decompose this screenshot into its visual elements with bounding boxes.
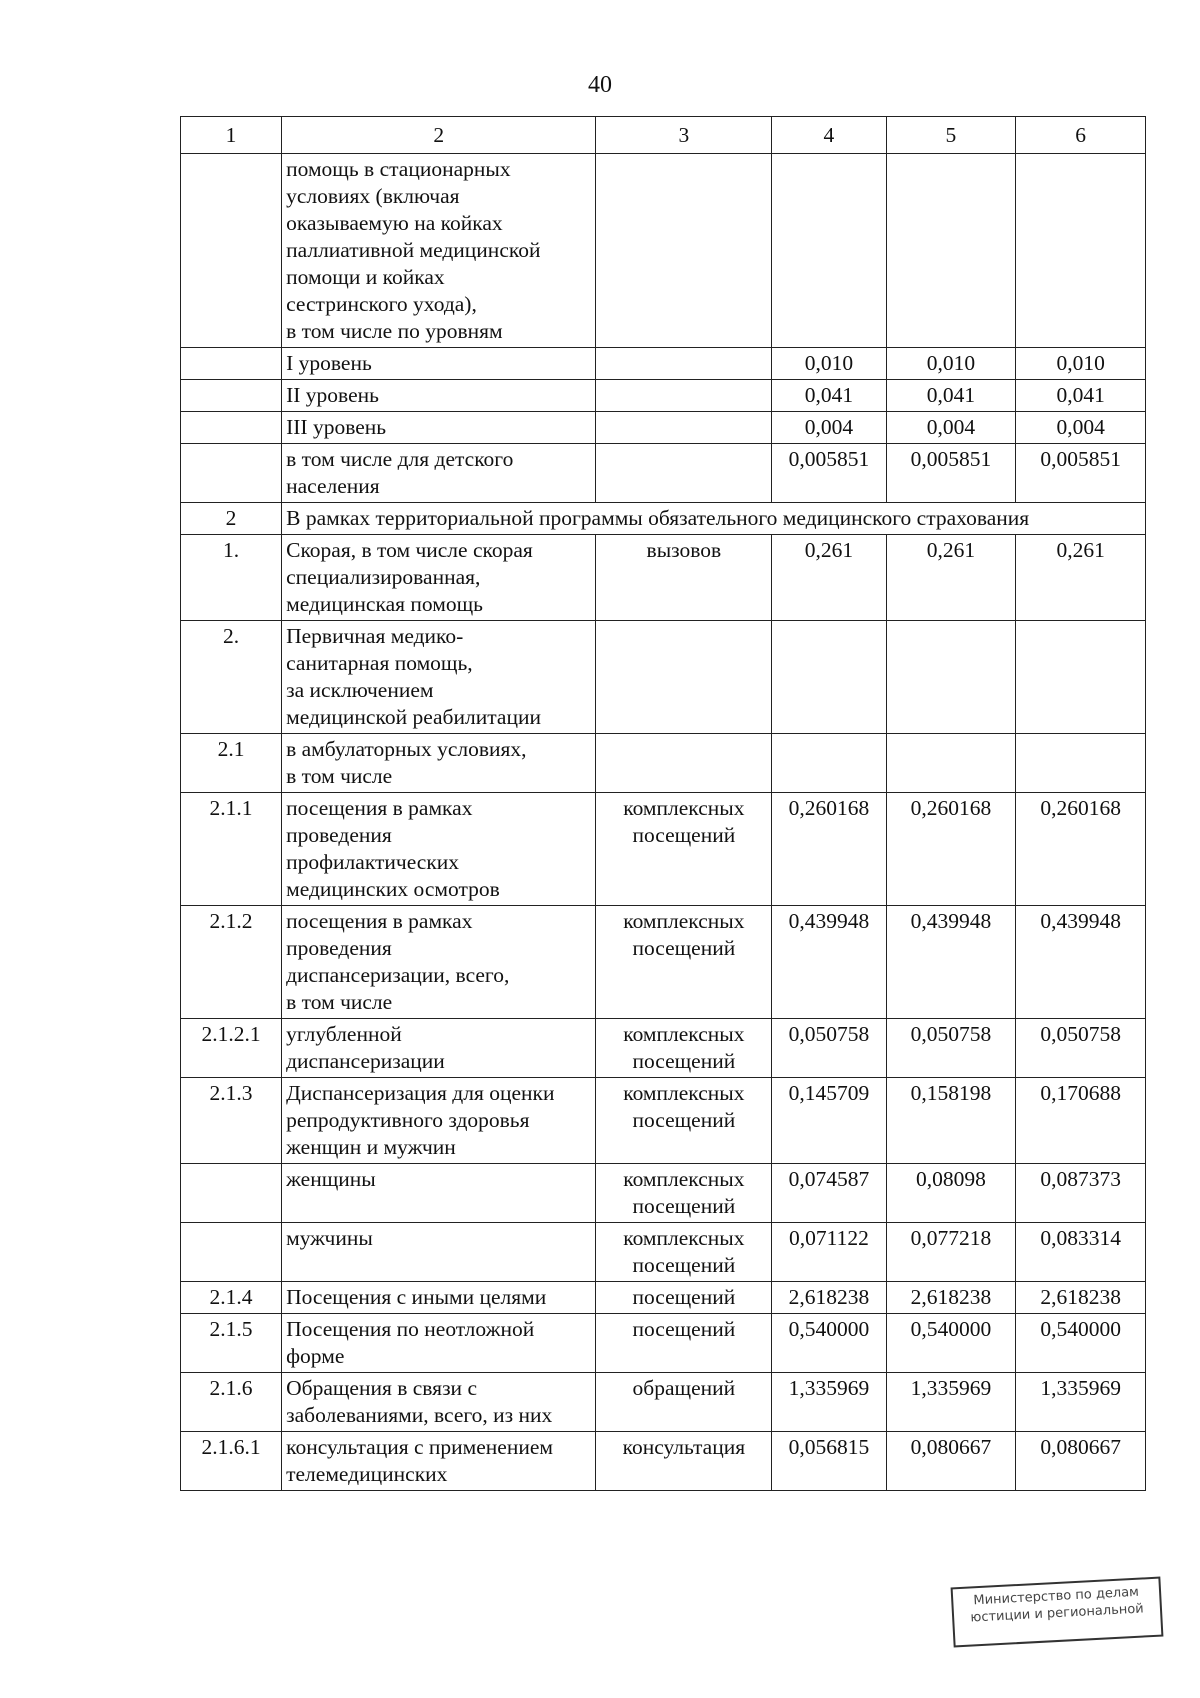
table-cell: I уровень: [282, 348, 596, 380]
table-cell: комплексных посещений: [596, 906, 772, 1019]
table-cell: [181, 1223, 282, 1282]
table-row: [181, 1314, 1146, 1373]
table-cell: 0,005851: [772, 444, 886, 503]
section-row: [181, 503, 1146, 535]
table-row: [181, 1432, 1146, 1491]
table-cell: [886, 621, 1016, 734]
table-row: [181, 793, 1146, 906]
stamp-line: Министерство по делам: [973, 1584, 1140, 1609]
table-cell: 0,056815: [772, 1432, 886, 1491]
table-cell: 0,083314: [1016, 1223, 1146, 1282]
table-cell: 2.1: [181, 734, 282, 793]
table-cell: [772, 154, 886, 348]
table-cell: [181, 380, 282, 412]
table-cell: 0,077218: [886, 1223, 1016, 1282]
table-cell: [886, 154, 1016, 348]
table-cell: [596, 348, 772, 380]
table-cell: 0,261: [886, 535, 1016, 621]
table-cell: [1016, 734, 1146, 793]
table-cell: II уровень: [282, 380, 596, 412]
table-cell: обращений: [596, 1373, 772, 1432]
table-cell: в том числе для детского населения: [282, 444, 596, 503]
table-cell: 0,540000: [886, 1314, 1016, 1373]
table-cell: Скорая, в том числе скорая специализированная, медицинская помощь: [282, 535, 596, 621]
header-cell: 3: [596, 117, 772, 154]
table-cell: 0,050758: [772, 1019, 886, 1078]
table-cell: 0,439948: [886, 906, 1016, 1019]
table-cell: 2,618238: [886, 1282, 1016, 1314]
table-cell: 0,010: [1016, 348, 1146, 380]
table-cell: помощь в стационарных условиях (включая оказываемую на койках паллиативной медицинской помощи и койках сестринского ухода), в том числе по уровням: [282, 154, 596, 348]
table-cell: Посещения по неотложной форме: [282, 1314, 596, 1373]
table-row: [181, 444, 1146, 503]
table-cell: 1,335969: [772, 1373, 886, 1432]
table-cell: посещения в рамках проведения профилактических медицинских осмотров: [282, 793, 596, 906]
table-cell: 0,010: [772, 348, 886, 380]
table-cell: 0,08098: [886, 1164, 1016, 1223]
table-cell: 0,004: [1016, 412, 1146, 444]
table-cell: 0,074587: [772, 1164, 886, 1223]
table-cell: 0,050758: [886, 1019, 1016, 1078]
table-cell: 0,010: [886, 348, 1016, 380]
table-cell: 0,004: [886, 412, 1016, 444]
table-cell: III уровень: [282, 412, 596, 444]
header-cell: 5: [886, 117, 1016, 154]
table-row: [181, 1164, 1146, 1223]
table-cell: Посещения с иными целями: [282, 1282, 596, 1314]
table-cell: [772, 734, 886, 793]
table-cell: в амбулаторных условиях, в том числе: [282, 734, 596, 793]
page-number: 40: [588, 72, 612, 98]
table-cell: 0,540000: [1016, 1314, 1146, 1373]
table-row: [181, 154, 1146, 348]
table-cell: 2.1.5: [181, 1314, 282, 1373]
table-cell: 0,005851: [886, 444, 1016, 503]
table-cell: 1,335969: [1016, 1373, 1146, 1432]
table-cell: 0,041: [886, 380, 1016, 412]
table-cell: 0,087373: [1016, 1164, 1146, 1223]
table-cell: консультация с применением телемедицинских: [282, 1432, 596, 1491]
table-cell: 0,260168: [1016, 793, 1146, 906]
table-row: [181, 1078, 1146, 1164]
table-cell: 0,260168: [772, 793, 886, 906]
table-cell: мужчины: [282, 1223, 596, 1282]
table-cell: 0,071122: [772, 1223, 886, 1282]
table-cell: 2.1.2.1: [181, 1019, 282, 1078]
table-cell: 2.1.2: [181, 906, 282, 1019]
table-cell: 2.1.3: [181, 1078, 282, 1164]
table-row: [181, 535, 1146, 621]
table-cell: посещений: [596, 1282, 772, 1314]
table-cell: 0,041: [772, 380, 886, 412]
table-cell: посещений: [596, 1314, 772, 1373]
table-cell: 0,170688: [1016, 1078, 1146, 1164]
table-row: [181, 621, 1146, 734]
table-cell: углубленной диспансеризации: [282, 1019, 596, 1078]
table-row: [181, 906, 1146, 1019]
ministry-stamp: [951, 1577, 1164, 1648]
table-cell: [772, 621, 886, 734]
table-cell: вызовов: [596, 535, 772, 621]
table-cell: 0,004: [772, 412, 886, 444]
table-cell: комплексных посещений: [596, 793, 772, 906]
table-cell: 0,050758: [1016, 1019, 1146, 1078]
table-cell: женщины: [282, 1164, 596, 1223]
table-cell: 2.1.1: [181, 793, 282, 906]
table-cell: [596, 154, 772, 348]
table-cell: [181, 412, 282, 444]
table-cell: [181, 154, 282, 348]
table-cell: [596, 380, 772, 412]
table-cell: 0,080667: [1016, 1432, 1146, 1491]
table-cell: 1.: [181, 535, 282, 621]
table-cell: комплексных посещений: [596, 1078, 772, 1164]
table-cell: 0,261: [772, 535, 886, 621]
table-cell: посещения в рамках проведения диспансеризации, всего, в том числе: [282, 906, 596, 1019]
table-cell: 2: [181, 503, 282, 535]
table-cell: 0,260168: [886, 793, 1016, 906]
table-row: [181, 412, 1146, 444]
header-row: [181, 117, 1146, 154]
table-row: [181, 1373, 1146, 1432]
table-row: [181, 348, 1146, 380]
table-cell: 2.: [181, 621, 282, 734]
table-cell: 0,145709: [772, 1078, 886, 1164]
table-cell: 2.1.6.1: [181, 1432, 282, 1491]
table-cell: 0,005851: [1016, 444, 1146, 503]
table-cell: 0,041: [1016, 380, 1146, 412]
table-cell: 0,158198: [886, 1078, 1016, 1164]
table-cell: 0,080667: [886, 1432, 1016, 1491]
table-cell: [1016, 621, 1146, 734]
table-cell: 2,618238: [772, 1282, 886, 1314]
table-cell: 0,540000: [772, 1314, 886, 1373]
table-cell: [596, 444, 772, 503]
table-row: [181, 1282, 1146, 1314]
header-cell: 1: [181, 117, 282, 154]
data-table: [180, 116, 1146, 1491]
table-cell: консультация: [596, 1432, 772, 1491]
table-cell: Первичная медико- санитарная помощь, за исключением медицинской реабилитации: [282, 621, 596, 734]
table-cell: 2.1.6: [181, 1373, 282, 1432]
table-cell: 0,439948: [772, 906, 886, 1019]
table-cell: 1,335969: [886, 1373, 1016, 1432]
table-row: [181, 734, 1146, 793]
table-cell: [596, 412, 772, 444]
table-row: [181, 380, 1146, 412]
header-cell: 6: [1016, 117, 1146, 154]
table-row: [181, 1223, 1146, 1282]
table-row: [181, 1019, 1146, 1078]
table-cell: [181, 348, 282, 380]
table-cell: комплексных посещений: [596, 1164, 772, 1223]
table-cell: [886, 734, 1016, 793]
table-cell: 0,439948: [1016, 906, 1146, 1019]
table-cell: Обращения в связи с заболеваниями, всего, из них: [282, 1373, 596, 1432]
table-cell: [596, 734, 772, 793]
table-cell: комплексных посещений: [596, 1019, 772, 1078]
table-cell: Диспансеризация для оценки репродуктивного здоровья женщин и мужчин: [282, 1078, 596, 1164]
table-cell: [596, 621, 772, 734]
table-cell: 2.1.4: [181, 1282, 282, 1314]
table-cell: комплексных посещений: [596, 1223, 772, 1282]
table-cell: 0,261: [1016, 535, 1146, 621]
stamp-line: юстиции и региональной: [970, 1601, 1145, 1626]
table-cell: 2,618238: [1016, 1282, 1146, 1314]
table-cell: [181, 1164, 282, 1223]
section-title: В рамках территориальной программы обязательного медицинского страхования: [282, 503, 1146, 535]
header-cell: 4: [772, 117, 886, 154]
header-cell: 2: [282, 117, 596, 154]
table-cell: [1016, 154, 1146, 348]
table-cell: [181, 444, 282, 503]
